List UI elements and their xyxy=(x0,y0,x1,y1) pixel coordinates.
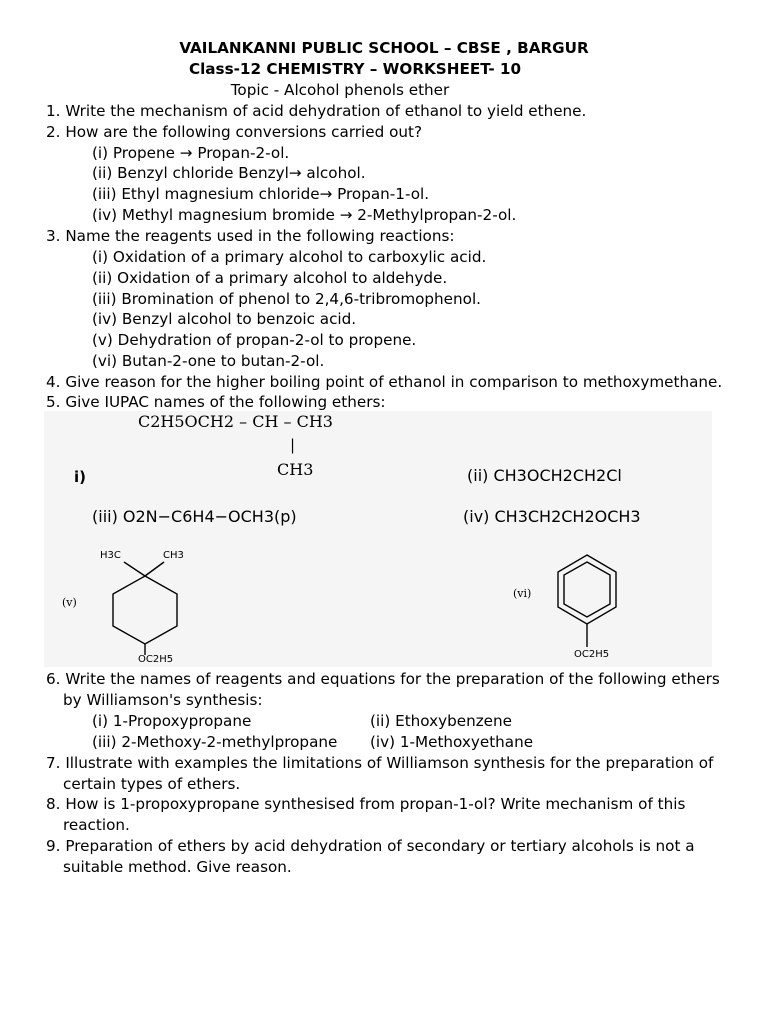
structure-drawings xyxy=(44,411,712,667)
ether-v-h3c: H3C xyxy=(100,550,121,561)
question-8: 8. How is 1-propoxypropane synthesised from propan-1-ol? Write mechanism of this xyxy=(46,795,686,813)
question-7-cont: certain types of ethers. xyxy=(63,775,241,793)
ether-vi-oc2h5: OC2H5 xyxy=(574,649,610,660)
question-3-item: (i) Oxidation of a primary alcohol to carboxylic acid. xyxy=(92,248,487,266)
worksheet-title: Class-12 CHEMISTRY – WORKSHEET- 10 xyxy=(188,60,522,78)
cyclohexane-ring xyxy=(113,562,177,655)
ether-iii: (iii) O2N−C6H4−OCH3(p) xyxy=(92,507,297,526)
question-3-item: (vi) Butan-2-one to butan-2-ol. xyxy=(92,352,325,370)
question-3-item: (iv) Benzyl alcohol to benzoic acid. xyxy=(92,310,357,328)
question-6-cont: by Williamson's synthesis: xyxy=(63,691,263,709)
ether-vi-label: (vi) xyxy=(513,587,532,600)
question-6-item: (iv) 1-Methoxyethane xyxy=(370,733,534,751)
benzene-ring xyxy=(558,555,616,647)
question-3-item: (ii) Oxidation of a primary alcohol to aldehyde. xyxy=(92,269,448,287)
question-1: 1. Write the mechanism of acid dehydration of ethanol to yield ethene. xyxy=(46,102,587,120)
question-2-item: (i) Propene → Propan-2-ol. xyxy=(92,144,290,162)
question-6-item: (i) 1-Propoxypropane xyxy=(92,712,252,730)
ether-v-ch3: CH3 xyxy=(163,550,184,561)
question-6-item: (iii) 2-Methoxy-2-methylpropane xyxy=(92,733,338,751)
ether-i-main-chain: C2H5OCH2 – CH – CH3 xyxy=(138,412,333,431)
ether-ii: (ii) CH3OCH2CH2Cl xyxy=(467,466,622,485)
question-5: 5. Give IUPAC names of the following ethers: xyxy=(46,393,386,411)
school-name: VAILANKANNI PUBLIC SCHOOL – CBSE , BARGUR xyxy=(179,39,589,57)
ether-structures-figure xyxy=(44,411,712,667)
question-2-item: (iii) Ethyl magnesium chloride→ Propan-1-ol. xyxy=(92,185,430,203)
ether-v-label: (v) xyxy=(62,596,77,609)
question-2-item: (ii) Benzyl chloride Benzyl→ alcohol. xyxy=(92,164,366,182)
ether-iv: (iv) CH3CH2CH2OCH3 xyxy=(463,507,641,526)
question-3: 3. Name the reagents used in the following reactions: xyxy=(46,227,455,245)
ether-v-oc2h5: OC2H5 xyxy=(138,654,174,665)
question-2-item: (iv) Methyl magnesium bromide → 2-Methylpropan-2-ol. xyxy=(92,206,517,224)
ether-i-label: i) xyxy=(74,468,86,486)
question-4: 4. Give reason for the higher boiling point of ethanol in comparison to methoxymethane. xyxy=(46,373,723,391)
ether-i-branch-methyl: CH3 xyxy=(277,460,314,479)
question-8-cont: reaction. xyxy=(63,816,130,834)
question-9-cont: suitable method. Give reason. xyxy=(63,858,292,876)
topic-line: Topic - Alcohol phenols ether xyxy=(230,81,450,99)
question-6: 6. Write the names of reagents and equations for the preparation of the following ethers xyxy=(46,670,720,688)
question-7: 7. Illustrate with examples the limitations of Williamson synthesis for the preparation of xyxy=(46,754,714,772)
question-2: 2. How are the following conversions carried out? xyxy=(46,123,423,141)
ether-i-branch-bond: | xyxy=(290,436,296,454)
question-3-item: (iii) Bromination of phenol to 2,4,6-tribromophenol. xyxy=(92,290,481,308)
question-9: 9. Preparation of ethers by acid dehydration of secondary or tertiary alcohols is not a xyxy=(46,837,695,855)
question-3-item: (v) Dehydration of propan-2-ol to propene. xyxy=(92,331,417,349)
question-6-item: (ii) Ethoxybenzene xyxy=(370,712,512,730)
